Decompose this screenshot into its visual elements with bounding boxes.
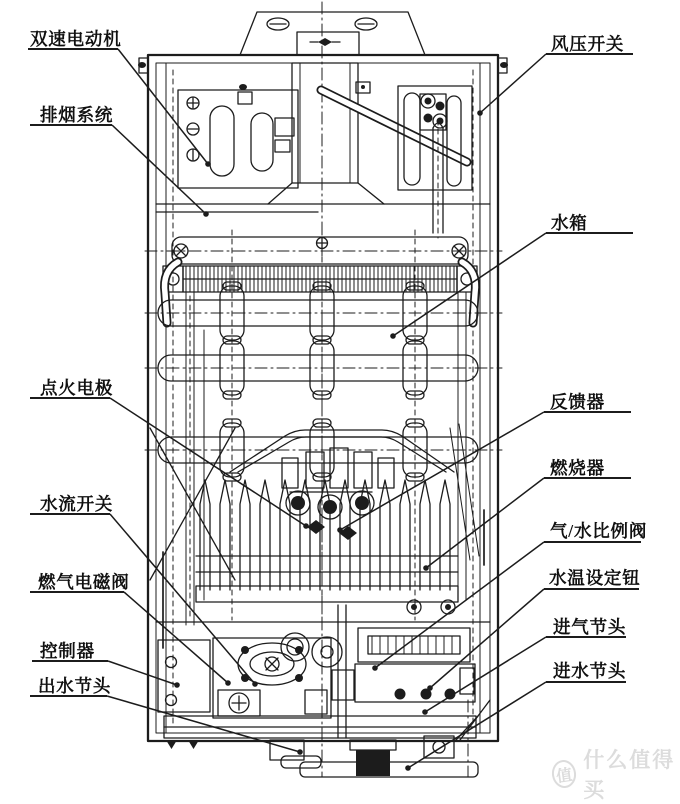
label-gas-water-ratio-valve: 气/水比例阀: [550, 521, 648, 541]
proportional-valve-block: [355, 600, 475, 702]
exhaust-duct: [268, 63, 384, 204]
watermark-text: 什么值得买: [583, 748, 676, 802]
gas-valve-body: [213, 638, 331, 718]
heat-exchanger: [145, 237, 502, 323]
label-feedback-device: 反馈器: [550, 392, 605, 412]
label-gas-inlet-joint: 进气节头: [553, 617, 627, 637]
label-water-flow-switch: 水流开关: [40, 494, 114, 514]
label-dual-speed-motor: 双速电动机: [30, 29, 122, 49]
label-exhaust-system: 排烟系统: [40, 105, 114, 125]
label-gas-solenoid-valve: 燃气电磁阀: [38, 572, 130, 592]
smzdm-logo-icon: 值: [550, 758, 578, 789]
watermark: [552, 744, 680, 804]
label-ignition-electrode: 点火电极: [40, 378, 114, 398]
air-pressure-switch-assembly: [398, 86, 472, 238]
label-water-tank: 水箱: [551, 213, 588, 233]
label-controller: 控制器: [40, 641, 95, 661]
label-water-outlet-joint: 出水节头: [38, 676, 112, 696]
label-burner: 燃烧器: [550, 458, 605, 478]
ignition-electrode-cluster: [282, 448, 394, 540]
label-water-inlet-joint: 进水节头: [553, 661, 627, 681]
top-mounting-bracket: [240, 12, 425, 55]
label-air-pressure-switch: 风压开关: [551, 34, 625, 54]
water-pipe-rows: [145, 282, 502, 481]
label-water-temp-setting-knob: 水温设定钮: [549, 568, 641, 588]
